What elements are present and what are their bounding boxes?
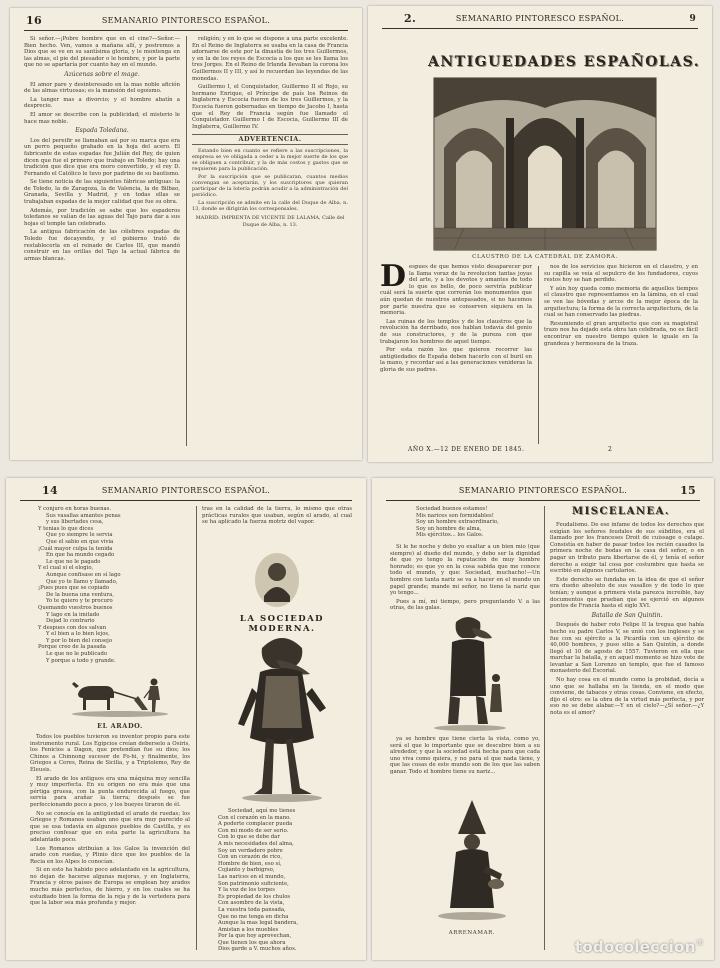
verse-line: Y el bien a lo bien lejos, [46, 631, 110, 638]
page-number: 14 [42, 484, 58, 497]
verse-line: Es propiedad de los chulos [218, 893, 291, 900]
running-title: SEMANARIO PINTORESCO ESPAÑOL. [101, 486, 271, 495]
verse-block [38, 506, 188, 664]
paragraph: Si señor.—¡Pobre hombre que en el cine?—Señor.—Bien hecho. Ven, vamos a mañana allí, y postremos a Dios que se ve en su santísima gloria, y le montenga en las almas, el pie del piesador o le hombre, y por la parte que no se apartaría por cuanto hay en el mundo. [24, 36, 180, 69]
verse-line: ¡Pues pues que se copiado [38, 585, 110, 592]
running-title: SEMANARIO PINTORESCO ESPAÑOL. [455, 14, 625, 23]
page-14 [6, 478, 366, 960]
section-heading: Azúcenas sobre el mage. [64, 70, 140, 78]
paragraph: Pues a mí, mi tiempo, pero preguntando V. a las otras, de las galas. [390, 598, 540, 612]
verse-line: Las narices en el mundo, [218, 873, 286, 880]
verse-line: Sociedad buenos estamos! [416, 506, 488, 512]
verse-line: Amistan a los muebles [218, 926, 279, 933]
figure-caption: CLAUSTRO DE LA CATEDRAL DE ZAMORA. [472, 254, 618, 260]
paragraph: espues de que hemos visto desaparecer por la llama voraz de la revolucion tantas joyas del arte, y a los devotos y amantes de todo lo que es bello, de poco serviría publicar cuál será la suerte que correrán los monumentos que aún quedan de nuestros antepasados, si no hacemos por parte nuestra que se conserven siquiera en la memoria. [380, 264, 532, 317]
cloister-engraving [434, 78, 656, 250]
verse-line: Que yo te llamo y llamado, [46, 578, 118, 585]
paragraph: ya se hombre que tiene cierta la vista, como yo, será el que lo importante que se descubre bien a su alrededor, y que la sociedad está hecha para que cada uno viva como quiera, y no para el que nada tiene, y que las cosas de este mundo son de los que las saben ganar. Todo el hombre tiene su nariz... [390, 736, 540, 775]
paragraph: Por esta razón los que quieren recorrer las antigüedades de España deben hacerlo con el buril en la mano, y recordar así a las generaciones venideras la gloria de sus padres. [380, 347, 532, 373]
left-column-lower [390, 736, 540, 796]
paragraph: El amor se describe con la publicidad; el misterio le hace mas noble. [24, 111, 180, 125]
verse-line: Soy un hombre de alma, [416, 525, 482, 532]
watermark-text: todocoleccion [574, 938, 696, 956]
plough-engraving [70, 674, 170, 718]
verse-line: Y despues con dos salvan [38, 624, 107, 631]
verse-line: Y por lo bien del consejo [46, 637, 113, 644]
running-header [382, 12, 698, 29]
page-9 [368, 6, 712, 462]
section-title: MISCELANEA. [572, 506, 670, 517]
column-rule [196, 506, 197, 950]
paragraph: Este derecho se fundaba en la idea de que el señor era dueño absoluto de sus vasallos y de todo lo que tenían; y aunque a primera vista parezca increíble, hay documentos que prueban que se ejerció en algunos puntos de Francia hasta el siglo XVI. [550, 576, 704, 610]
imprint: MADRID: IMPRENTA DE VICENTE DE LALAMA, Calle del Duque de Alba, n. 13. [195, 214, 345, 228]
verse-line: Hombre de bien, eso sí, [218, 860, 282, 867]
paragraph: La antigua fabricación de las célebres espadas de Toledo fue decayendo, y el gobierno trató de restablecerla en el reinado de Carlos III, que mandó construir en las orillas del Tajo la actual fábrica de armas blancas. [24, 229, 180, 262]
wizard-engraving [434, 800, 510, 924]
figure-title: EL ARADO. [97, 722, 143, 730]
verse-line: La vuestra toda pansada, [218, 906, 286, 913]
paragraph: No hay cosa en el mundo como la probidad, decía a uno que se hallaba en la tienda, en el modo que conviene, de tabacos y otras cosas. Conviene, en efecto, dijo el otro: es la obra de la virtud más perfecta, y por eso no se debe alabar.—Y en el cielo?—¿Sí señor.—¿Y nota es el amor? [550, 677, 704, 717]
column-rule [544, 506, 545, 950]
paragraph: Guillermo I, el Conquistador, Guillermo II el Rojo, su hermano Enrique, el Príncipe de país los Reinos de Inglaterra y Escocia fueron de los tres Guillermos, y la Escocia fueron gobernadas en tiempo de Jacobo I, hasta que el Rey de Francia según fue llamado el Conquistador. Guillermo I de Escocia, Guillermo III de Inglaterra, Guillermo IV. [192, 84, 348, 130]
paragraph: El amor pare y desinteresado en la mas noble afición de las almas virtuosas; es la mansión del egoísmo. [24, 81, 180, 95]
paragraph: Los del pereifir se llamaban así por su marca que era un perro pequeño grabado en la hoja del acero. El fabricante de estas espadas fue Julián del Rey, de quien dicen que fue el primero que trabajo en Toledo; hay una tradición que dice que era moro convertido, y el rey D. Fernando el Católico le tuvo por padrino de su bautismo. [24, 137, 180, 177]
page-number: 15 [680, 484, 696, 497]
verse-line: Con lo que se debe dar [218, 834, 280, 841]
verse-line: Con el corazón en la mano. [218, 814, 291, 821]
page-16 [10, 8, 362, 460]
paragraph: Se tiene noticia de las siguientes fábricas antiguas: la de Toledo, la de Zaragoza, la de Valencia, la de Bilbao, Granada, Sevilla y Madrid, y en todas ellas se trabajaban espadas de la mejor calidad que fue su obra. [24, 179, 180, 206]
bust-engraving [254, 552, 300, 608]
running-header [24, 14, 348, 31]
figure-caption: ARRENAMAR. [448, 930, 496, 936]
running-title: SEMANARIO PINTORESCO ESPAÑOL. [101, 16, 271, 25]
verse-line: Dejad lo contrario [46, 618, 95, 625]
notice-paragraph: La suscripción se admite en la calle del Duque de Alba, n. 13, donde se dirigirán los corresponsales. [192, 199, 348, 212]
verse-line: Quemando vuestros buenos [38, 604, 113, 611]
paragraph: No se conocía en la antigüedad el arado de ruedas; los Griegos y Romanos usaban uno que era muy parecido al que se usa todavía en algunos pueblos de Castilla, y es preciso confesar que en esta parte la agricultura ha adelantado poco. [30, 810, 190, 843]
right-column [192, 36, 348, 452]
paragraph: religión; y en lo que se dispone a una parte excelente. En el Reino de Inglaterra se usaba en la casa de Francia adornarse de este por la dinastía de los tres Guillermos, y en la de los reyes de Escocia a los que se les llama los tres Jorges. En el Reino de Irlanda llevaban la corona los Guillermos II y III, y así lo recuerdan las leyendas de las monedas. [192, 36, 348, 82]
paragraph: El arado de los antiguos era una máquina muy sencilla y muy imperfecta. En su origen no era más que una pértiga gruesa, con la punta endurecida al fuego, que servía para arañar la tierra; después se fue perfeccionando poco a poco, y los bueyes tiraron de él. [30, 775, 190, 808]
left-column [30, 734, 190, 952]
paragraph: Las ruinas de los templos y de los claustros que la revolución ha derribado, nos hablan todavía del genio de sus constructores, y de la pureza con que trabajaron los hombres de aquel tiempo. [380, 318, 532, 345]
left-column-upper [390, 544, 540, 612]
paragraph: Además, por tradición se sabe que los espaderos toledanos se valían de las aguas del Tajo para dar a sus hojas el temple tan celebrado. [24, 207, 180, 227]
running-header [386, 484, 700, 501]
right-column [550, 522, 704, 952]
section-heading: Espada Toledana. [75, 127, 129, 135]
paragraph: Y aún hoy queda como memoria de aquellos tiempos el claustro que representamos en la lámina, en el cual se ven las bóvedas y arcos de la mejor época de la arquitectura; la forma de la correcta arquitectura, de la cual se han conservado las piedras. [544, 285, 698, 319]
verse-line: Aunque confisase en sí lago [46, 571, 121, 578]
paragraph: Feudalismo. De ese infame de todos los derechos que exigían los señores feudales de sus súbditos, era el llamado por los franceses Droit de cuissage o culage. Consistía en haber de pasar todos los recién casados la primera noche de bodas en la casa del señor, o en pagar un tributo para libertarse de él, y tenía el señor derecho a exigir tal cosa por costumbre que hasta se escribió en algunos cartularios. [550, 522, 704, 575]
paragraph: Resumiendo el gran arquitecto que con su magistral trazo nos ha dejado esta obra tan celebrada, no es fácil encontrar en nuestro tiempo quien le iguale en la grandeza y hermosura de la traza. [544, 320, 698, 347]
verse-line: Y lago en la imitado [46, 611, 100, 618]
running-title: SEMANARIO PINTORESCO ESPAÑOL. [458, 486, 628, 495]
page-number: 9 [689, 14, 696, 24]
paragraph: nos de los servicios que hicieron en el claustro, y en su capilla se veía el sepulcro de los fundadores, cuyos restos hoy se han perdido. [544, 264, 698, 284]
column-rule [186, 36, 187, 446]
verse-line: Y tenias lo que dices [38, 525, 94, 532]
verse-line: Por la que hoy aprovechan, [218, 933, 292, 940]
verse-line: Sus vasallas amantes penas [46, 512, 121, 519]
caricature-engraving [232, 628, 332, 804]
verse-line: Le que no le publicado [46, 651, 108, 658]
verse-line: Sociedad, aquí me tienes [228, 808, 296, 814]
verse-line: Que yo siempre le servia [46, 532, 113, 539]
page-15 [372, 478, 714, 960]
page-number: 16 [26, 14, 42, 27]
notice-paragraph: Por la suscripción que se publicaran, cuantos medios convengan se aceptarán, y los suscriptores que quieran participar de la lotería podrán acudir a la administración del periódico. [192, 173, 348, 198]
paragraph: Los Romanos atribuían a los Galos la invención del arado con ruedas, y Plinio dice que los pueblos de la Recia en los Alpes lo conocían. [30, 845, 190, 865]
watermark-logo: todocoleccion® [574, 938, 704, 956]
verse-line: De la buena una ventura, [46, 591, 114, 598]
verse-line: Aunque la mas legal bandera, [218, 920, 299, 927]
verse-line: A poderte complacer pueda [218, 821, 293, 828]
verse-line: Mis narices son formidables! [416, 512, 494, 519]
paragraph: Todos los pueblos tuvieron su inventor propio para este instrumento rural. Los Egipcios creían deberselo a Osiris, los Fenicios a Dagon, que pretendían fue su dios; los Chinos a Chinnong sucesor de Fo-hi, y finalmente, los Griegos a Ceres, Reina de Sicilia, y a Triptolemo, Rey de Eleusis. [30, 734, 190, 773]
left-column [380, 259, 532, 446]
verse-line: Le que no le pagado [46, 558, 101, 565]
verse-line: Y conjuro en horas buenas. [38, 506, 112, 512]
verse-line: Porque creo de la pasada [38, 644, 106, 651]
paragraph: tras en la calidad de la tierra, lo mismo que otras prácticas rurales que usaban, según el arado, al cual se ha aplicado la fuerza motriz del vapor. [202, 506, 352, 526]
paragraph: La tanger mas a divorcio; y el hombre abatín a desprecio. [24, 96, 180, 110]
column-rule [538, 266, 539, 444]
verse-line: Soy un hombre extraordinario, [416, 519, 499, 526]
drop-cap: D [380, 259, 407, 294]
verse-line: Yo te quiero y te procuro [46, 598, 113, 605]
nosy-man-engraving [430, 612, 510, 732]
verse-line: y sus libertades cesa, [46, 519, 104, 526]
figure-title: LA SOCIEDAD MODERNA. [239, 614, 325, 634]
verse-line: En que ha mundo cegado [46, 552, 115, 559]
paragraph: Si le he noche y debo yo exaltar a un bien mio (que siempre) al dueño del mundo, y debo ser la dignidad de que yo tengo la reputación de muy hombre honrado; es que yo en la cosa sabida que me conoce todo el mundo, y que: Sociedad, muchacho!—Un hombre con tanta nariz se va a hacer en el mundo un papel grande; mande mi señor, no tiene la nariz que yo tengo... [390, 544, 540, 597]
verse-line: Y el cual si el elogio, [38, 565, 94, 572]
paragraph: Si en esto ha habido poco adelantado en la agricultura, no dejan de hacerse algunas mejoras, y en Inglaterra, Francia y otros países de Europa se emplean hoy arados mucho más perfectos, de hierro, y en los cuales se ha estudiado bien la forma de la reja y de la vertedera para que la labor sea más profunda y mejor. [30, 867, 190, 907]
verse-line: A mis necesidades del alma, [218, 840, 294, 847]
verse-line: ¡Cuál mayor culpa la tenida [38, 545, 113, 552]
section-heading: Batalla de San Quintin. [591, 611, 663, 619]
left-column [24, 36, 180, 452]
footer-number: 2 [608, 446, 613, 453]
running-header [20, 484, 352, 501]
section-title: ANTIGUEDADES ESPAÑOLAS. [428, 54, 701, 70]
verse-line: Que el sabio en que vivia [46, 538, 114, 545]
verse-line: Mis ejércitos... los Galos. [416, 532, 484, 539]
verse-block [416, 506, 536, 539]
verse-line: Con asombro de la vista, [218, 900, 285, 907]
paragraph: Después de haber roto Felipe II la tregua que había hecho su padre Carlos V, se unió con los ingleses y se fue con su ejército a la Picardía con un ejército de 40,000 hombres, y puso sitio a San Quintín, a donde llegó el 10 de agosto de 1557. Tuvieron en ella que marchar la batalla, y en aquel momento se hizo voto de levantar a San Lorenzo un templo, que fue el famoso monasterio del Escorial. [550, 622, 704, 675]
verse-line: Y la voz de los torpes [218, 887, 275, 894]
verse-line: Que tienen los que ahora [218, 939, 286, 946]
verse-line: Con un corazón de rico, [218, 854, 283, 861]
right-column-top [202, 506, 352, 546]
verse-block [218, 808, 358, 953]
verse-line: Que no me tenga en dicha [218, 913, 289, 920]
verse-line: Y porque a todo y grande. [46, 657, 116, 664]
right-column [544, 264, 698, 446]
verse-line: Dios garde a V. muchos años. [218, 946, 297, 953]
verse-line: Con mi modo de ser serio. [218, 827, 289, 834]
verse-line: Cojianto y barbigrso, [218, 867, 275, 874]
verse-line: Soy un verdadero pobre [218, 847, 283, 854]
notice-title: ADVERTENCIA. [192, 134, 348, 145]
issue-date: AÑO X.—12 DE ENERO DE 1845. [408, 446, 525, 453]
section-number: 2. [404, 12, 417, 25]
verse-line: Son patrimonio suficiente, [218, 880, 289, 887]
notice-paragraph: Estando bien en cuanto se refiere a las suscripciones, la empresa se ve obligada a ceder a la mejor suerte de los que se obliguen a contribuir, y la de más costos y gastos que se requieren para la publicación. [192, 147, 348, 172]
